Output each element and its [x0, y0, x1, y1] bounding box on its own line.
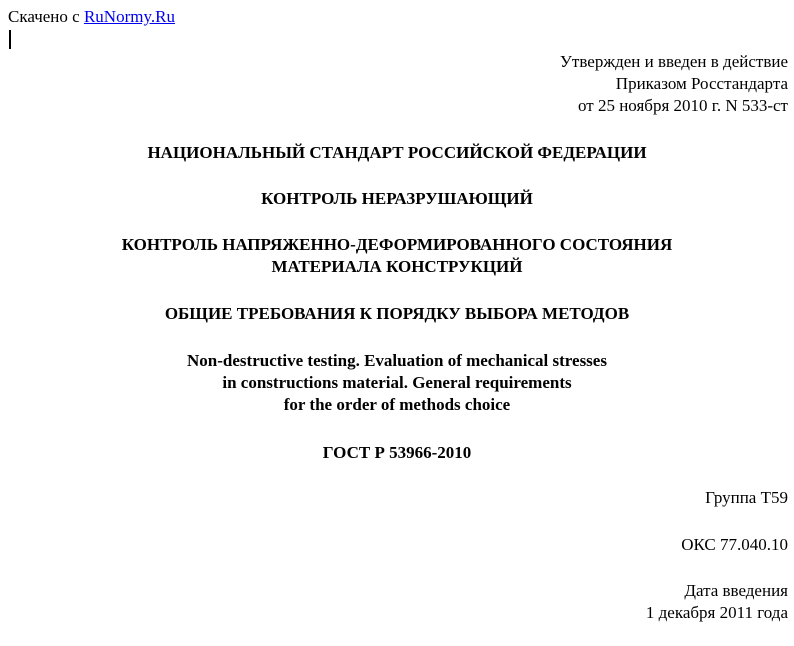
download-source-prefix: Скачено с	[8, 7, 80, 26]
oks-code: ОКС 77.040.10	[681, 535, 788, 554]
approval-line-1: Утвержден и введен в действие	[559, 52, 788, 71]
english-title-line-3: for the order of methods choice	[283, 395, 511, 414]
requirements-heading: ОБЩИЕ ТРЕБОВАНИЯ К ПОРЯДКУ ВЫБОРА МЕТОДОВ	[164, 304, 630, 323]
subject-heading-line-1: КОНТРОЛЬ НАПРЯЖЕННО-ДЕФОРМИРОВАННОГО СОСТОЯНИЯ	[121, 235, 673, 254]
approval-line-2: Приказом Росстандарта	[615, 74, 788, 93]
gost-number: ГОСТ Р 53966-2010	[322, 443, 472, 462]
text-cursor	[9, 30, 11, 49]
approval-line-3: от 25 ноября 2010 г. N 533-ст	[578, 96, 788, 115]
introduction-date-value: 1 декабря 2011 года	[645, 603, 788, 622]
national-standard-heading: НАЦИОНАЛЬНЫЙ СТАНДАРТ РОССИЙСКОЙ ФЕДЕРАЦИИ	[147, 143, 647, 162]
introduction-date-block	[646, 580, 788, 624]
approval-block	[560, 51, 788, 117]
subject-heading-line-2: МАТЕРИАЛА КОНСТРУКЦИЙ	[271, 257, 523, 276]
introduction-date-label: Дата введения	[684, 581, 788, 600]
english-title-line-1: Non-destructive testing. Evaluation of mechanical stresses	[187, 351, 607, 370]
runormy-link[interactable]: RuNormy.Ru	[83, 7, 175, 26]
group-code: Группа T59	[705, 488, 788, 507]
ndt-heading: КОНТРОЛЬ НЕРАЗРУШАЮЩИЙ	[261, 189, 533, 208]
english-title-line-2: in constructions material. General requirements	[222, 373, 572, 392]
english-title	[0, 350, 794, 416]
download-source-line	[8, 6, 175, 28]
subject-heading	[0, 234, 794, 278]
